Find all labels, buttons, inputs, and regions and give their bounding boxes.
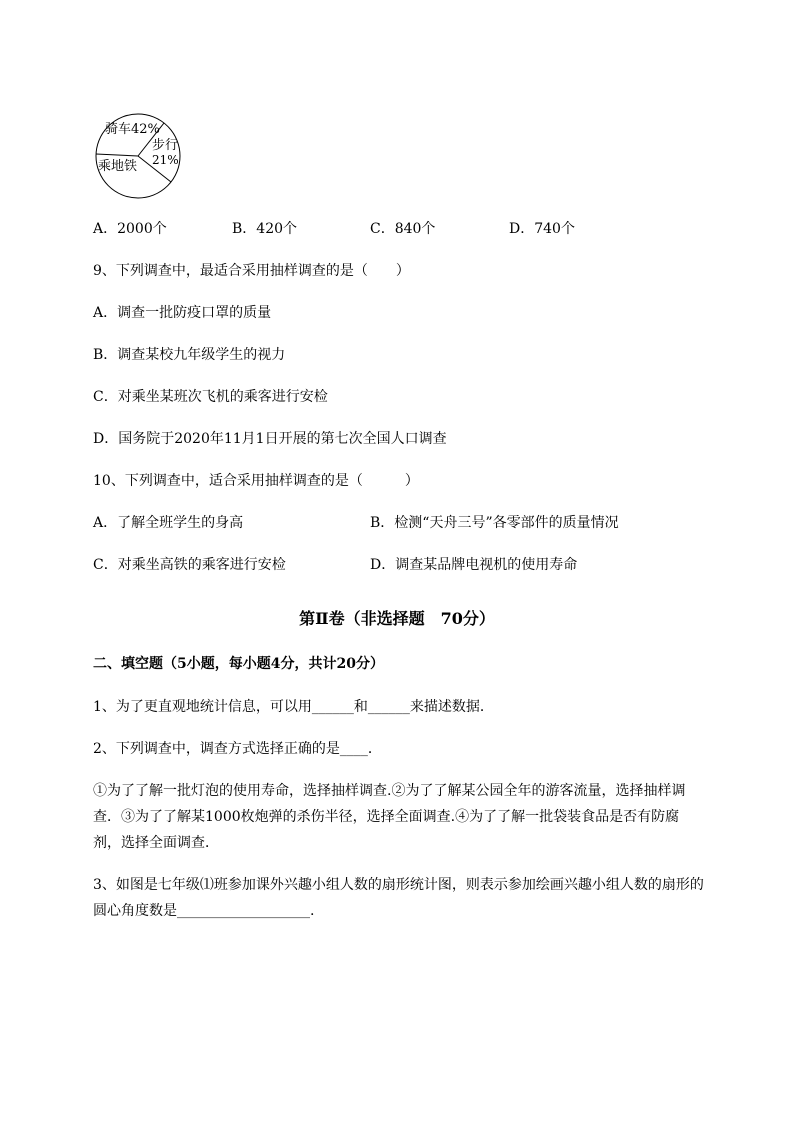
q10-stem: 10、下列调查中，适合采用抽样调查的是（ ）: [93, 473, 419, 489]
q10-option-a: A．了解全班学生的身高: [93, 515, 244, 531]
pie-label-subway: 乘地铁: [98, 159, 138, 174]
fill-q2-line3: 剂，选择全面调查．: [93, 835, 219, 851]
q9-option-d: D．国务院于2020年11月1日开展的第七次全国人口调查: [93, 431, 447, 447]
pie-label-bike: 骑车42%: [105, 122, 160, 137]
fill-q3-line1: 3、如图是七年级⑴班参加课外兴趣小组人数的扇形统计图，则表示参加绘画兴趣小组人数的扇形的: [93, 877, 704, 893]
fill-q3-line2: [93, 902, 314, 920]
q10-option-b: B．检测“天舟三号”各零部件的质量情况: [370, 515, 619, 531]
q8-option-b: B．420个: [232, 221, 298, 237]
q9-option-a: A．调查一批防疫口罩的质量: [93, 305, 272, 321]
pie-chart-figure: [90, 110, 190, 202]
pie-label-walk: 步行: [152, 138, 179, 153]
q8-option-a: A．2000个: [93, 221, 167, 237]
q9-stem: 9、下列调查中，最适合采用抽样调查的是（ ）: [93, 263, 410, 279]
q10-option-d: D．调查某品牌电视机的使用寿命: [370, 557, 578, 573]
fill-q3-answer-blank: ___________________.: [177, 903, 315, 919]
fill-q2-stem: 2、下列调查中，调查方式选择正确的是____．: [93, 741, 382, 757]
pie-divider-center-left: [96, 154, 138, 156]
section2-heading: 二、填空题（5小题，每小题4分，共计20分）: [93, 656, 384, 672]
fill-q2-line2: 查．③为了了解某1000枚炮弹的杀伤半径，选择全面调查.④为了了解一批袋装食品是否有防腐: [93, 809, 680, 825]
pie-label-walk-pct: 21%: [152, 153, 179, 167]
q8-option-d: D．740个: [509, 221, 575, 237]
q8-option-c: C．840个: [370, 221, 436, 237]
fill-q2-line1: ①为了了解一批灯泡的使用寿命，选择抽样调查.②为了了解某公园全年的游客流量，选择抽样调: [93, 783, 686, 799]
part2-title: 第Ⅱ卷（非选择题 70分）: [299, 609, 495, 628]
fill-q1: 1、为了更直观地统计信息，可以用______和______来描述数据．: [93, 699, 494, 715]
fill-q3-prefix: 圆心角度数是: [93, 903, 177, 919]
q9-option-c: C．对乘坐某班次飞机的乘客进行安检: [93, 389, 328, 405]
q9-option-b: B．调查某校九年级学生的视力: [93, 347, 286, 363]
q10-option-c: C．对乘坐高铁的乘客进行安检: [93, 557, 286, 573]
